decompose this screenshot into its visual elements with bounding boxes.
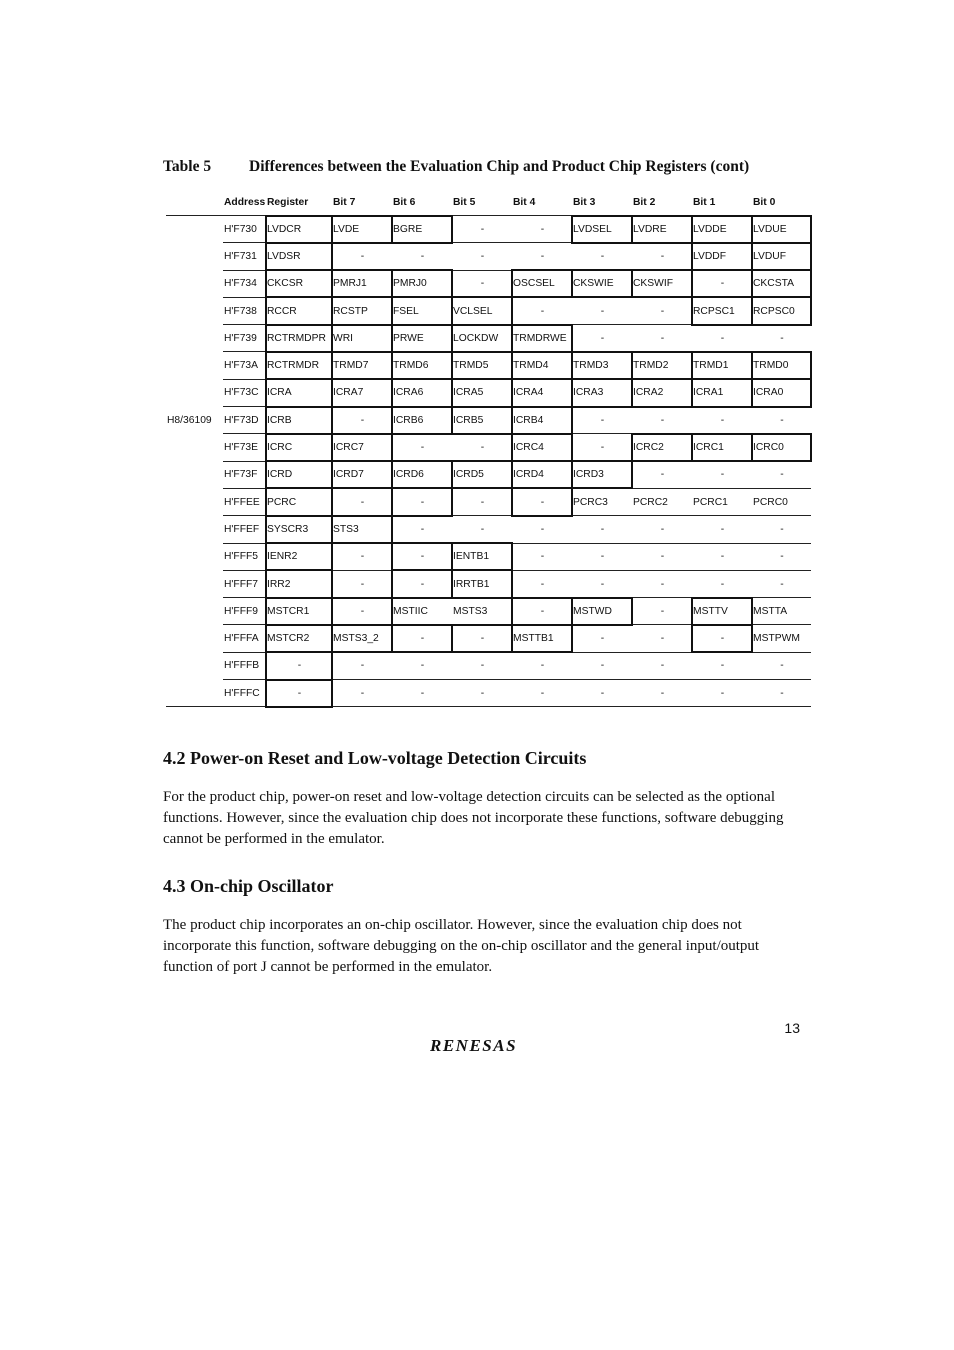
bit-cell: ICRC4 — [512, 434, 572, 461]
register-cell: - — [266, 680, 332, 707]
bit-cell: MSTPWM — [752, 625, 811, 652]
bit-cell: FSEL — [392, 297, 452, 324]
bit-cell: - — [512, 516, 572, 543]
bit-cell: - — [632, 516, 692, 543]
bit-cell: - — [752, 407, 811, 434]
address-cell: H'FFFC — [223, 680, 266, 707]
bit-cell: LVDUF — [752, 243, 811, 270]
table-row — [166, 680, 811, 707]
table-row — [166, 352, 811, 379]
chip-cell — [166, 325, 223, 352]
register-cell: LVDCR — [266, 216, 332, 243]
bit-cell: ICRD6 — [392, 461, 452, 488]
bit-cell: - — [692, 543, 752, 570]
bit-cell: ICRB4 — [512, 407, 572, 434]
bit-cell: - — [752, 680, 811, 707]
bit-cell: ICRA1 — [692, 379, 752, 406]
bit-cell: - — [632, 407, 692, 434]
table-number: Table 5 — [163, 158, 212, 175]
bit-cell: TRMD4 — [512, 352, 572, 379]
bit-cell: - — [452, 488, 512, 515]
register-cell: LVDSR — [266, 243, 332, 270]
section-heading-4-3: 4.3 On-chip Oscillator — [163, 876, 334, 896]
bit-cell: TRMD5 — [452, 352, 512, 379]
chip-cell — [166, 598, 223, 625]
bit-cell: ICRA0 — [752, 379, 811, 406]
header-chip — [166, 190, 223, 216]
register-cell: IRR2 — [266, 570, 332, 597]
bit-cell: - — [632, 680, 692, 707]
table-caption — [163, 158, 803, 176]
bit-cell: RCPSC0 — [752, 297, 811, 324]
address-cell: H'FFEE — [223, 488, 266, 515]
bit-cell: MSTS3 — [452, 598, 512, 625]
chip-cell — [166, 297, 223, 324]
bit-cell: - — [572, 680, 632, 707]
bit-cell: - — [332, 407, 392, 434]
bit-cell: RCPSC1 — [692, 297, 752, 324]
bit-cell: ICRC0 — [752, 434, 811, 461]
bit-cell: - — [452, 270, 512, 297]
bit-cell: ICRB5 — [452, 407, 512, 434]
address-cell: H'FFF9 — [223, 598, 266, 625]
bit-cell: - — [692, 270, 752, 297]
bit-cell: - — [572, 570, 632, 597]
table-row — [166, 297, 811, 324]
bit-cell: - — [512, 570, 572, 597]
bit-cell: - — [572, 434, 632, 461]
bit-cell: CKSWIF — [632, 270, 692, 297]
bit-cell: - — [512, 297, 572, 324]
bit-cell: ICRD3 — [572, 461, 632, 488]
chip-cell — [166, 461, 223, 488]
bit-cell: TRMD0 — [752, 352, 811, 379]
bit-cell: MSTTB1 — [512, 625, 572, 652]
table-row — [166, 516, 811, 543]
header-address: Address — [224, 197, 266, 208]
bit-cell: - — [512, 243, 572, 270]
header-bit4: Bit 4 — [513, 197, 536, 208]
bit-cell: - — [692, 652, 752, 679]
chip-cell — [166, 243, 223, 270]
address-cell: H'FFF7 — [223, 570, 266, 597]
address-cell: H'F73A — [223, 352, 266, 379]
bit-cell: ICRA5 — [452, 379, 512, 406]
bit-cell: - — [752, 652, 811, 679]
header-bit7: Bit 7 — [333, 197, 356, 208]
bit-cell: MSTIIC — [392, 598, 452, 625]
table-row — [166, 543, 811, 570]
bit-cell: - — [632, 325, 692, 352]
header-bit1: Bit 1 — [693, 197, 716, 208]
register-cell: MSTCR2 — [266, 625, 332, 652]
bit-cell: - — [572, 652, 632, 679]
chip-cell — [166, 379, 223, 406]
register-table — [166, 190, 811, 707]
bit-cell: OSCSEL — [512, 270, 572, 297]
chip-cell — [166, 680, 223, 707]
table-row — [166, 488, 811, 515]
bit-cell: - — [752, 461, 811, 488]
bit-cell: - — [752, 516, 811, 543]
bit-cell: - — [692, 625, 752, 652]
bit-cell: ICRD7 — [332, 461, 392, 488]
bit-cell: - — [452, 680, 512, 707]
bit-cell: - — [332, 488, 392, 515]
bit-cell: - — [452, 434, 512, 461]
bit-cell: ICRA4 — [512, 379, 572, 406]
bit-cell: LVDRE — [632, 216, 692, 243]
bit-cell: - — [392, 516, 452, 543]
register-cell: PCRC — [266, 488, 332, 515]
bit-cell: PRWE — [392, 325, 452, 352]
bit-cell: - — [752, 570, 811, 597]
bit-cell: TRMD7 — [332, 352, 392, 379]
address-cell: H'F73F — [223, 461, 266, 488]
bit-cell: PCRC2 — [632, 488, 692, 515]
chip-cell — [166, 270, 223, 297]
bit-cell: ICRC1 — [692, 434, 752, 461]
chip-cell — [166, 434, 223, 461]
bit-cell: LVDDF — [692, 243, 752, 270]
register-cell: ICRC — [266, 434, 332, 461]
bit-cell: MSTS3_2 — [332, 625, 392, 652]
bit-cell: - — [572, 543, 632, 570]
address-cell: H'F730 — [223, 216, 266, 243]
address-cell: H'FFEF — [223, 516, 266, 543]
bit-cell: - — [452, 625, 512, 652]
bit-cell: - — [392, 243, 452, 270]
table-row — [166, 652, 811, 679]
bit-cell: TRMD3 — [572, 352, 632, 379]
bit-cell: - — [632, 598, 692, 625]
bit-cell: - — [572, 325, 632, 352]
address-cell: H'FFF5 — [223, 543, 266, 570]
address-cell: H'F738 — [223, 297, 266, 324]
table-row — [166, 216, 811, 243]
bit-cell: - — [452, 516, 512, 543]
register-cell: RCTRMDR — [266, 352, 332, 379]
section-body-4-2: For the product chip, power-on reset and low-voltage detection circuits can be selected as the optional functions. However, since the evaluation chip does not incorporate these functions, software debugging cannot be performed in the emulator. — [163, 789, 784, 847]
table-header-row — [166, 190, 811, 216]
bit-cell: TRMD1 — [692, 352, 752, 379]
bit-cell: MSTTV — [692, 598, 752, 625]
chip-cell: H8/36109 — [167, 414, 212, 426]
bit-cell: - — [332, 570, 392, 597]
bit-cell: - — [512, 680, 572, 707]
bit-cell: IRRTB1 — [452, 570, 512, 597]
bit-cell: ICRC2 — [632, 434, 692, 461]
bit-cell: - — [692, 325, 752, 352]
bit-cell: VCLSEL — [452, 297, 512, 324]
bit-cell: ICRA3 — [572, 379, 632, 406]
bit-cell: IENTB1 — [452, 543, 512, 570]
bit-cell: - — [452, 652, 512, 679]
header-bit6: Bit 6 — [393, 197, 416, 208]
register-cell: ICRA — [266, 379, 332, 406]
bit-cell: ICRD5 — [452, 461, 512, 488]
header-register: Register — [267, 197, 309, 208]
bit-cell: ICRB6 — [392, 407, 452, 434]
table-row — [166, 325, 811, 352]
table-row — [166, 407, 811, 434]
bit-cell: CKSWIE — [572, 270, 632, 297]
chip-cell — [166, 652, 223, 679]
register-cell: RCTRMDPR — [266, 325, 332, 352]
bit-cell: RCSTP — [332, 297, 392, 324]
register-cell: ICRB — [266, 407, 332, 434]
bit-cell: TRMD2 — [632, 352, 692, 379]
bit-cell: - — [392, 625, 452, 652]
bit-cell: PCRC3 — [572, 488, 632, 515]
bit-cell: - — [692, 516, 752, 543]
bit-cell: - — [512, 488, 572, 515]
chip-cell — [166, 488, 223, 515]
chip-cell — [166, 216, 223, 243]
register-cell: SYSCR3 — [266, 516, 332, 543]
bit-cell: PMRJ0 — [392, 270, 452, 297]
bit-cell: - — [632, 652, 692, 679]
table-row — [166, 461, 811, 488]
bit-cell: - — [512, 543, 572, 570]
bit-cell: - — [332, 598, 392, 625]
bit-cell: - — [572, 243, 632, 270]
bit-cell: - — [632, 297, 692, 324]
table-body — [166, 216, 811, 707]
bit-cell: STS3 — [332, 516, 392, 543]
address-cell: H'F739 — [223, 325, 266, 352]
table-row — [166, 270, 811, 297]
bit-cell: TRMD6 — [392, 352, 452, 379]
register-cell: ICRD — [266, 461, 332, 488]
bit-cell: - — [332, 652, 392, 679]
bit-cell: - — [332, 680, 392, 707]
bit-cell: LVDUE — [752, 216, 811, 243]
address-cell: H'F731 — [223, 243, 266, 270]
chip-cell — [166, 352, 223, 379]
bit-cell: ICRC7 — [332, 434, 392, 461]
bit-cell: - — [572, 407, 632, 434]
chip-cell — [166, 516, 223, 543]
bit-cell: - — [692, 461, 752, 488]
bit-cell: - — [512, 652, 572, 679]
bit-cell: ICRD4 — [512, 461, 572, 488]
table-row — [166, 570, 811, 597]
address-cell: H'F73D — [223, 407, 266, 434]
bit-cell: - — [332, 543, 392, 570]
bit-cell: - — [632, 461, 692, 488]
section-heading-4-2: 4.2 Power-on Reset and Low-voltage Detection Circuits — [163, 748, 587, 768]
section-body-4-3: The product chip incorporates an on-chip oscillator. However, since the evaluation chip does not incorporate this function, software debugging on the on-chip oscillator and the general input/output function of port J cannot be performed in the emulator. — [163, 917, 760, 975]
page-number: 13 — [784, 1020, 800, 1036]
bit-cell: CKCSTA — [752, 270, 811, 297]
table-title: Differences between the Evaluation Chip and Product Chip Registers (cont) — [249, 158, 750, 175]
register-cell: IENR2 — [266, 543, 332, 570]
bit-cell: ICRA7 — [332, 379, 392, 406]
bit-cell: - — [392, 570, 452, 597]
bit-cell: - — [392, 652, 452, 679]
chip-cell — [166, 543, 223, 570]
bit-cell: - — [452, 216, 512, 243]
bit-cell: PMRJ1 — [332, 270, 392, 297]
bit-cell: - — [692, 680, 752, 707]
chip-cell — [166, 625, 223, 652]
renesas-logo: RENESAS — [430, 1036, 518, 1055]
bit-cell: - — [392, 434, 452, 461]
bit-cell: - — [572, 516, 632, 543]
bit-cell: - — [632, 570, 692, 597]
bit-cell: - — [572, 297, 632, 324]
bit-cell: TRMDRWE — [512, 325, 572, 352]
bit-cell: - — [632, 243, 692, 270]
header-bit2: Bit 2 — [633, 197, 656, 208]
address-cell: H'FFFB — [223, 652, 266, 679]
bit-cell: - — [632, 625, 692, 652]
header-bit5: Bit 5 — [453, 197, 476, 208]
bit-cell: - — [752, 325, 811, 352]
register-cell: CKCSR — [266, 270, 332, 297]
bit-cell: PCRC0 — [752, 488, 811, 515]
bit-cell: - — [392, 680, 452, 707]
bit-cell: - — [632, 543, 692, 570]
bit-cell: WRI — [332, 325, 392, 352]
bit-cell: - — [392, 543, 452, 570]
bit-cell: ICRA6 — [392, 379, 452, 406]
bit-cell: - — [392, 488, 452, 515]
bit-cell: PCRC1 — [692, 488, 752, 515]
bit-cell: - — [572, 625, 632, 652]
bit-cell: - — [512, 216, 572, 243]
bit-cell: BGRE — [392, 216, 452, 243]
table-row — [166, 434, 811, 461]
bit-cell: MSTTA — [752, 598, 811, 625]
bit-cell: LOCKDW — [452, 325, 512, 352]
address-cell: H'F734 — [223, 270, 266, 297]
table-row — [166, 243, 811, 270]
address-cell: H'F73E — [223, 434, 266, 461]
address-cell: H'F73C — [223, 379, 266, 406]
chip-cell — [166, 570, 223, 597]
bit-cell: LVDE — [332, 216, 392, 243]
bit-cell: MSTWD — [572, 598, 632, 625]
bit-cell: - — [752, 543, 811, 570]
table-row — [166, 598, 811, 625]
register-cell: RCCR — [266, 297, 332, 324]
bit-cell: LVDSEL — [572, 216, 632, 243]
bit-cell: - — [512, 598, 572, 625]
bit-cell: - — [692, 407, 752, 434]
register-cell: - — [266, 652, 332, 679]
address-cell: H'FFFA — [223, 625, 266, 652]
bit-cell: - — [452, 243, 512, 270]
table-row — [166, 625, 811, 652]
register-cell: MSTCR1 — [266, 598, 332, 625]
bit-cell: LVDDE — [692, 216, 752, 243]
bit-cell: ICRA2 — [632, 379, 692, 406]
header-bit3: Bit 3 — [573, 197, 596, 208]
bit-cell: - — [332, 243, 392, 270]
bit-cell: - — [692, 570, 752, 597]
header-bit0: Bit 0 — [753, 197, 776, 208]
table-row — [166, 379, 811, 406]
